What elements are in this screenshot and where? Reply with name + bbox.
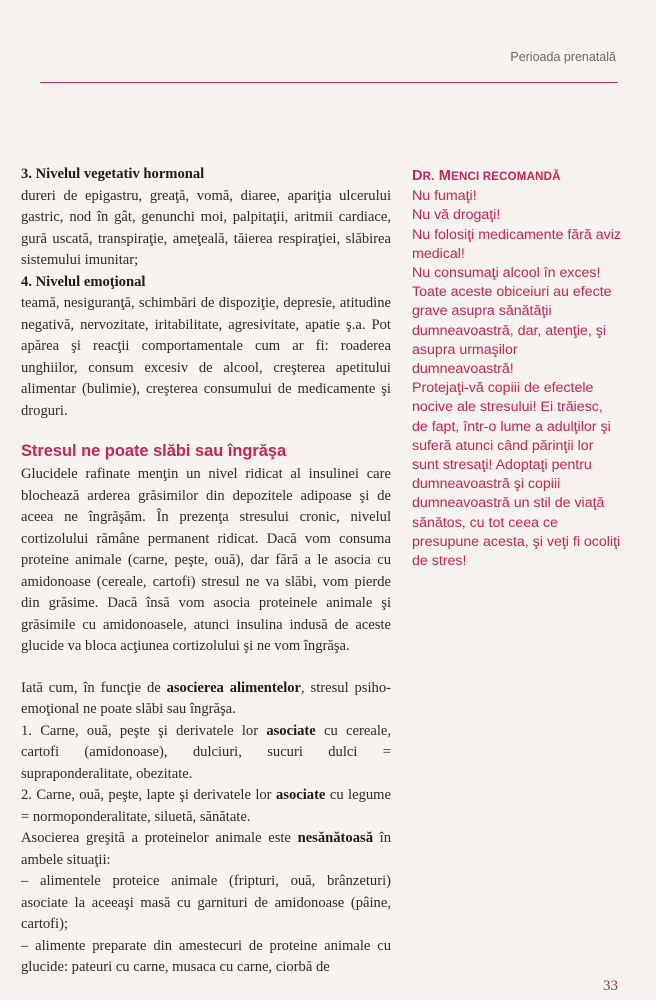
- main-column: [21, 164, 391, 979]
- running-header: Perioada prenatală: [510, 50, 616, 64]
- sidebar-line: Nu folosiţi medicamente fără aviz medical!: [412, 226, 621, 262]
- dash-item-2: – alimente preparate din amestecuri de proteine animale cu glucide: pateuri cu carne, musaca cu carne, ciorbă de: [21, 937, 391, 975]
- level-4-heading: 4. Nivelul emoţional: [21, 273, 146, 290]
- recommendation-sidebar: [412, 167, 622, 571]
- sidebar-line: Nu fumaţi!: [412, 188, 477, 205]
- list-item-1: 1. Carne, ouă, peşte şi derivatele lor asociate cu cereale, cartofi (amidonoase), dulciuri, sucuri dulci = supraponderalitate, obezitate.: [21, 722, 391, 782]
- paragraph-insulin: Glucidele rafinate menţin un nivel ridicat al insulinei care blochează arderea grăsimilor din depozitele adipoase şi de aceea ne îngrăşăm. În prezenţa stresului cronic, nivelul cortizolului rămâne permanent ridicat. Dacă vom consuma proteine animale (carne, peşte, ouă), dar fără a le asocia cu amidonoase (cereale, cartofi) stresul ne va slăbi, vom pierde din grăsime. Dacă însă vom asocia proteinele animale şi grăsimile cu amidonoasele, atunci insulina indusă de aceste glucide va bloca acţiunea cortizolului şi ne vom îngrăşa.: [21, 466, 391, 654]
- sidebar-line: Protejaţi-vă copiii de efectele nocive ale stresului! Ei trăiesc, de fapt, într-o lume a adulţilor şi suferă atunci când părinţii lor sunt stresaţi! Adoptaţi pentru dumneavoastră şi copiii dumneavoastră un stil de viaţă sănătos, cu tot ceea ce presupune acesta, şi veţi fi ocoliţi de stres!: [412, 380, 621, 570]
- sidebar-line: Nu vă drogaţi!: [412, 207, 501, 224]
- list-item-2: 2. Carne, ouă, peşte, lapte şi derivatele lor asociate cu legume = normoponderalitate, siluetă, sănătate.: [21, 787, 391, 825]
- page-number: 33: [603, 978, 618, 994]
- paragraph-unhealthy: Asocierea greşită a proteinelor animale este nesănătoasă în ambele situaţii:: [21, 830, 392, 868]
- section-title: Stresul ne poate slăbi sau îngrăşa: [21, 442, 287, 460]
- sidebar-line: Toate aceste obiceiuri au efecte grave asupra sănătăţii dumneavoastră, dar, atenţie, şi asupra urmaşilor dumneavoastră!: [412, 284, 612, 378]
- level-3-heading: 3. Nivelul vegetativ hormonal: [21, 166, 205, 182]
- header-rule: [40, 82, 618, 83]
- dash-item-1: – alimentele proteice animale (fripturi, ouă, brânzeturi) asociate la aceeaşi masă cu garnituri de amidonoase (pâine, cartofi);: [21, 873, 391, 932]
- paragraph-association: Iată cum, în funcţie de asocierea alimentelor, stresul psiho-emoţional ne poate slăbi sau îngrăşa.: [21, 679, 391, 717]
- sidebar-title: DR. MENCI RECOMANDĂ: [412, 168, 561, 184]
- paragraph-gap: [21, 658, 391, 678]
- sidebar-line: Nu consumaţi alcool în exces!: [412, 265, 601, 282]
- level-3-text: dureri de epigastru, greaţă, vomă, diaree, apariţia ulcerului gastric, nod în gât, genunchi moi, palpitaţii, aritmii cardiace, gură uscată, transpiraţie, ameţeală, tăierea respiraţiei, slăbirea sistemului imunitar;: [21, 187, 391, 268]
- level-4-text: teamă, nesiguranţă, schimbări de dispoziţie, depresie, atitudine negativă, nervozitate, iritabilitate, agresivitate, apatie ş.a. Pot apărea şi reacţii comportamentale cum ar fi: roaderea unghiilor, consum excesiv de alcool, creşterea apetitului alimentar (bulimie), creşterea consumului de medicamente şi droguri.: [21, 295, 391, 419]
